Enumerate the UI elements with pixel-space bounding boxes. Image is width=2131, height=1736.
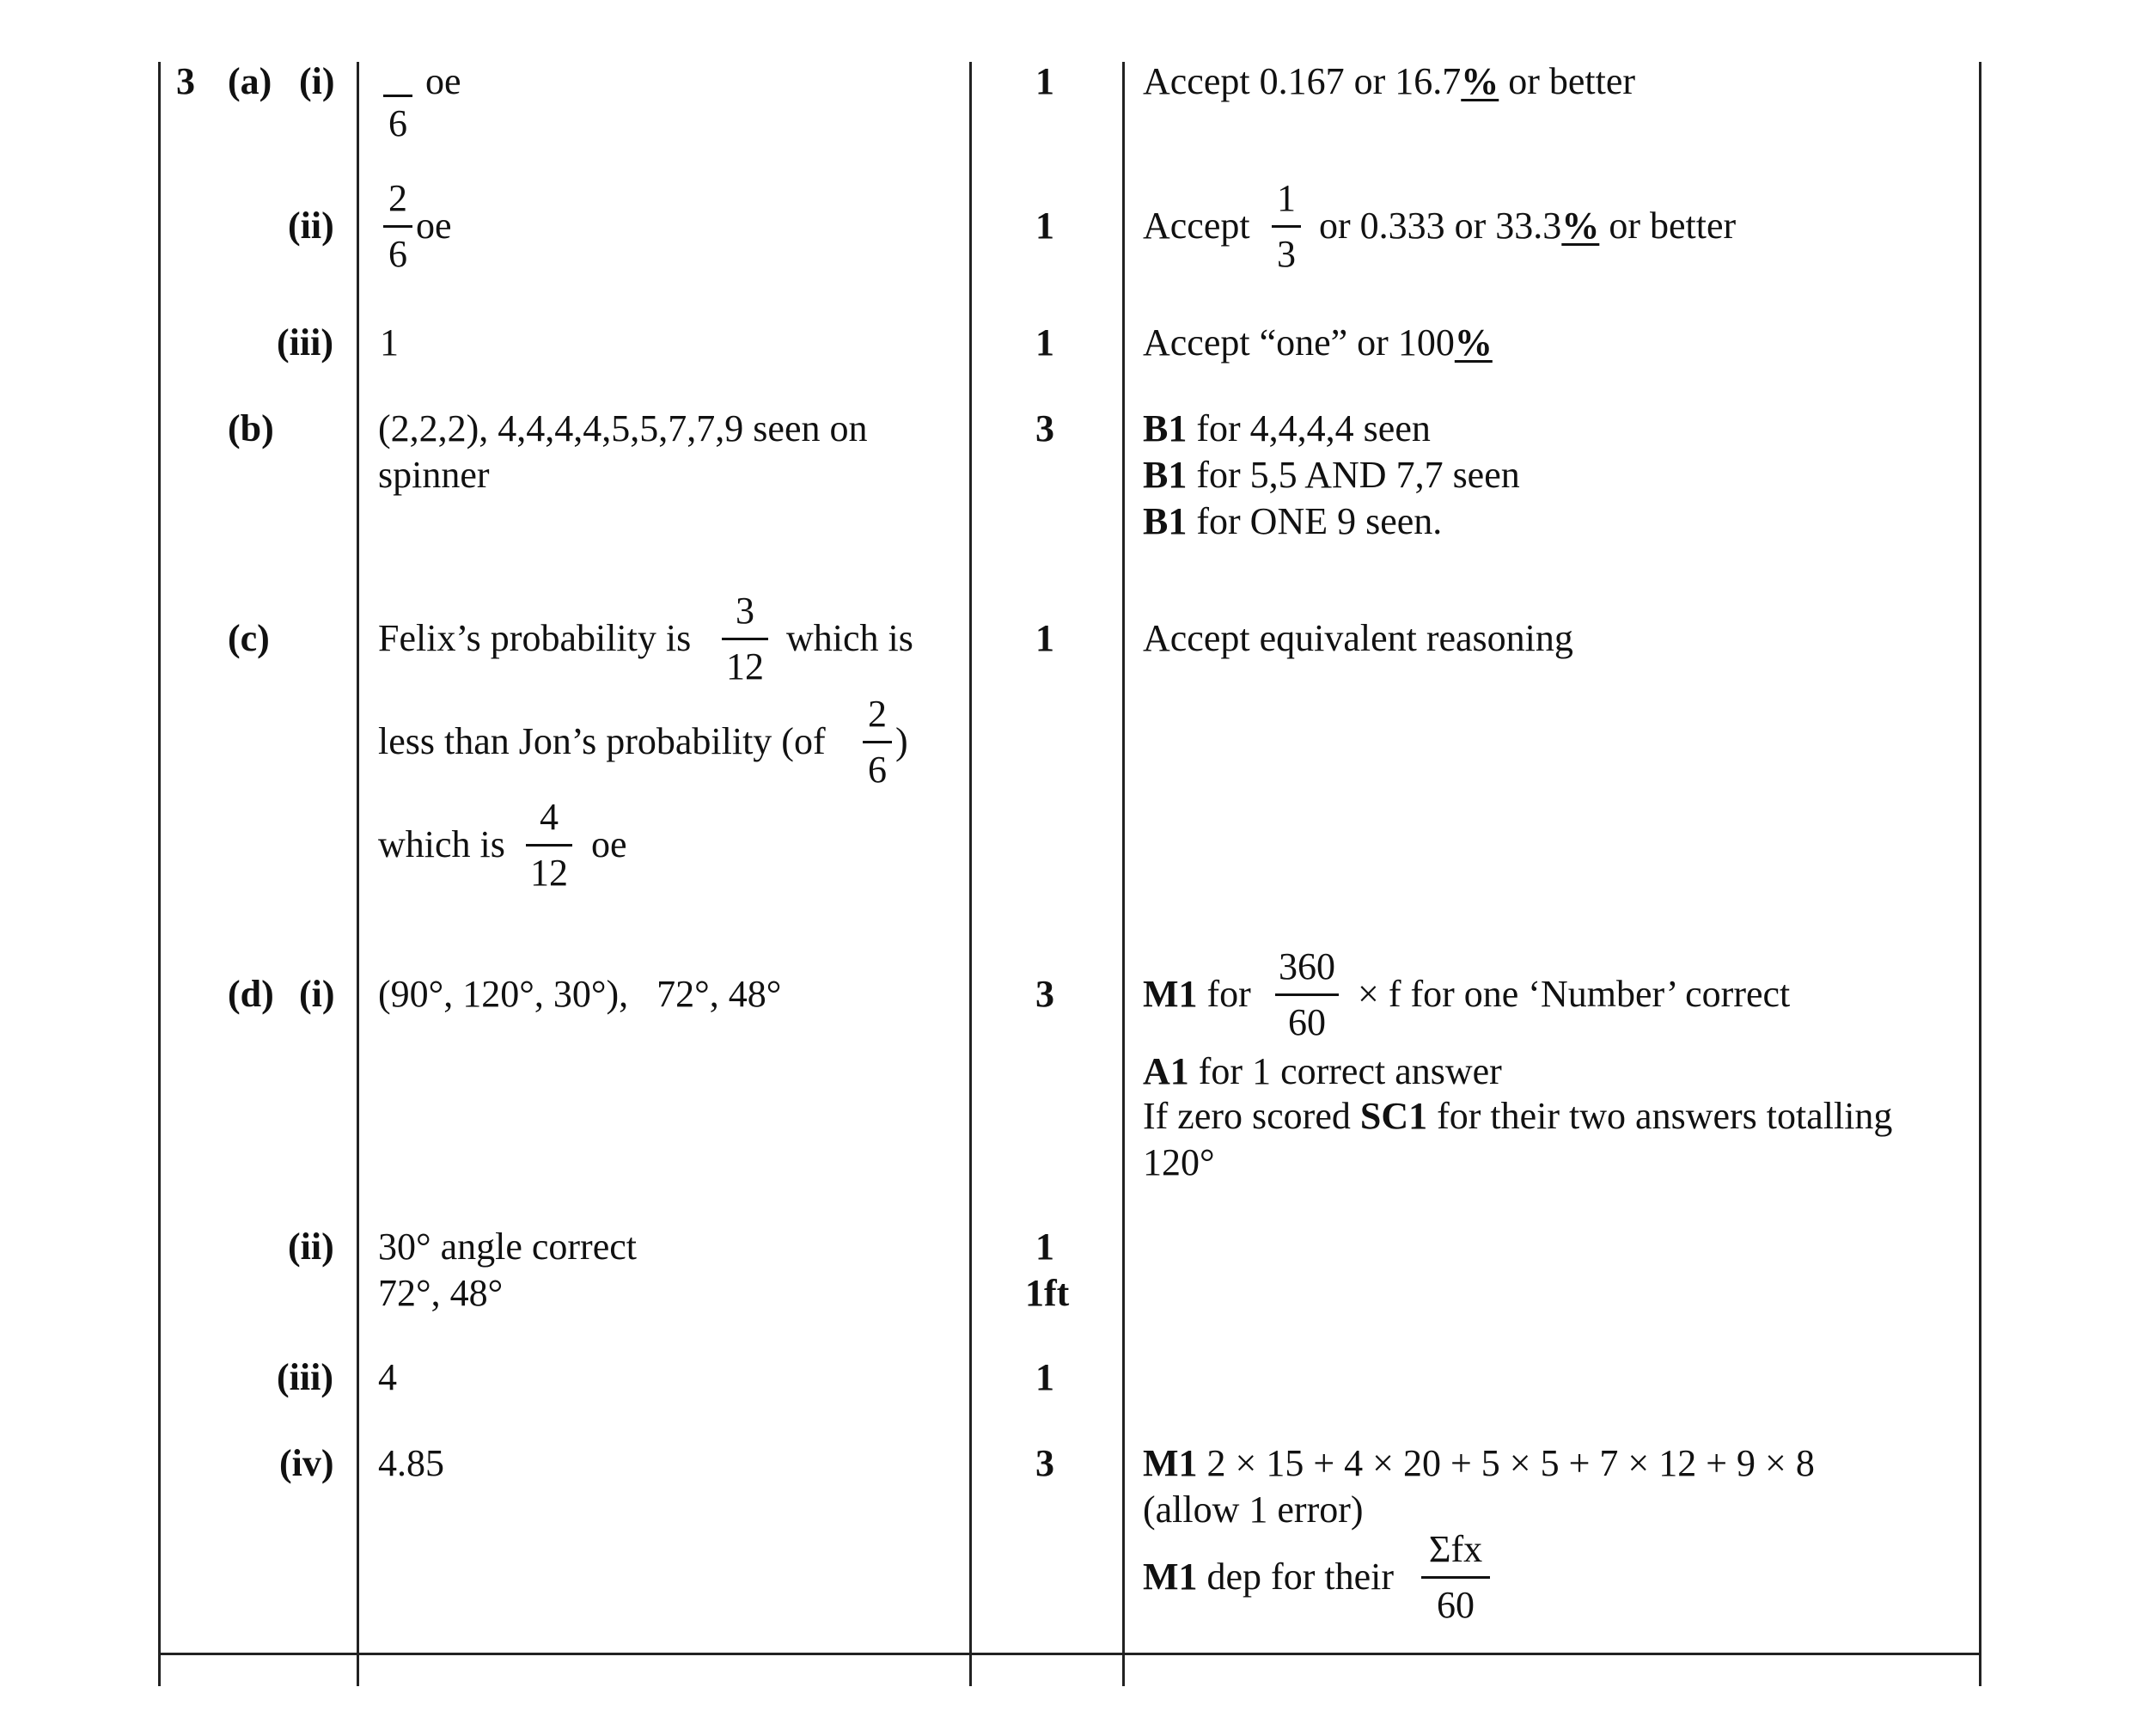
answer-c-l3-fraction: 4 12	[526, 798, 572, 893]
mark-c: 1	[1035, 617, 1054, 659]
answer-a-iii: 1	[380, 321, 399, 364]
sub-label-d-iv: (iv)	[279, 1442, 334, 1484]
answer-c-l3-before: which is	[378, 823, 505, 865]
note-d-iv-m1-line2: (allow 1 error)	[1143, 1488, 1364, 1531]
mark-a-ii: 1	[1035, 205, 1054, 247]
answer-a-i-oe: oe	[425, 60, 461, 102]
answer-d-ii-line1: 30° angle correct	[378, 1226, 637, 1268]
answer-c-l3-after: oe	[591, 823, 627, 865]
answer-c-l1-fraction: 3 12	[722, 591, 768, 687]
note-d-iv-fraction: Σfx 60	[1421, 1530, 1490, 1625]
sub-label-a-iii: (iii)	[277, 321, 333, 364]
note-b-line1: B1 for 4,4,4,4 seen	[1143, 407, 1431, 449]
note-d-i-fraction: 360 60	[1275, 947, 1339, 1042]
table-right-border	[1979, 62, 1981, 1686]
answer-column-divider	[969, 62, 972, 1686]
mark-column-divider	[1122, 62, 1125, 1686]
answer-c-l2-before: less than Jon’s probability (of	[378, 720, 826, 762]
part-label-d: (d)	[228, 973, 274, 1015]
answer-d-iv: 4.85	[378, 1442, 444, 1484]
answer-d-ii-line2: 72°, 48°	[378, 1272, 504, 1314]
part-label-c: (c)	[228, 617, 270, 659]
mark-d-iv: 3	[1035, 1442, 1054, 1484]
answer-c-l2-fraction: 2 6	[863, 694, 892, 790]
note-a-ii-fraction: 1 3	[1272, 179, 1301, 274]
mark-d-i: 3	[1035, 973, 1054, 1015]
sub-label-a-i: (i)	[299, 60, 335, 102]
note-d-i-m1-after: × f for one ‘Number’ correct	[1358, 973, 1791, 1015]
note-b-line3: B1 for ONE 9 seen.	[1143, 500, 1443, 542]
sub-label-a-ii: (ii)	[288, 205, 334, 247]
sub-label-d-iii: (iii)	[277, 1356, 333, 1398]
answer-c-l1-after: which is	[786, 617, 913, 659]
sub-label-d-i: (i)	[299, 973, 335, 1015]
table-bottom-rule	[158, 1653, 1981, 1655]
note-c: Accept equivalent reasoning	[1143, 617, 1573, 659]
table-left-border	[158, 62, 161, 1686]
note-b-line2: B1 for 5,5 AND 7,7 seen	[1143, 454, 1520, 496]
answer-c-l1-before: Felix’s probability is	[378, 617, 692, 659]
note-a-iii: Accept “one” or 100%	[1143, 321, 1493, 364]
note-d-iv-m2: M1 dep for their	[1143, 1556, 1394, 1598]
part-label-b: (b)	[228, 407, 274, 449]
question-number: 3	[176, 60, 195, 102]
answer-a-ii-oe: oe	[416, 205, 452, 247]
note-d-i-sc1-line2: 120°	[1143, 1141, 1215, 1183]
note-a-ii-text: or 0.333 or 33.3% or better	[1319, 205, 1737, 247]
mark-b: 3	[1035, 407, 1054, 449]
answer-a-ii-fraction: 2 6	[383, 179, 412, 274]
answer-d-iii: 4	[378, 1356, 397, 1398]
note-d-i-m1: M1 for	[1143, 973, 1251, 1015]
mark-a-iii: 1	[1035, 321, 1054, 364]
mark-d-ii: 1	[1035, 1226, 1054, 1268]
mark-a-i: 1	[1035, 60, 1054, 102]
answer-c-l2-after: )	[895, 720, 908, 762]
mark-d-iii: 1	[1035, 1356, 1054, 1398]
fraction-denominator: 6	[388, 102, 407, 144]
label-column-divider	[357, 62, 359, 1686]
answer-b-line1: (2,2,2), 4,4,4,4,5,5,7,7,9 seen on	[378, 407, 868, 449]
note-d-iv-m1: M1 2 × 15 + 4 × 20 + 5 × 5 + 7 × 12 + 9 × 8	[1143, 1442, 1815, 1484]
mark-d-ii-ft: 1ft	[1025, 1272, 1070, 1314]
note-a-ii-accept: Accept	[1143, 205, 1250, 247]
note-d-i-sc1: If zero scored SC1 for their two answers totalling	[1143, 1095, 1893, 1137]
sub-label-d-ii: (ii)	[288, 1226, 334, 1268]
part-label-a: (a)	[228, 60, 272, 102]
answer-d-i: (90°, 120°, 30°), 72°, 48°	[378, 973, 782, 1015]
note-a-i: Accept 0.167 or 16.7% or better	[1143, 60, 1636, 102]
note-d-i-a1: A1 for 1 correct answer	[1143, 1050, 1502, 1092]
answer-b-line2: spinner	[378, 454, 490, 496]
answer-a-i-fraction	[383, 48, 412, 144]
